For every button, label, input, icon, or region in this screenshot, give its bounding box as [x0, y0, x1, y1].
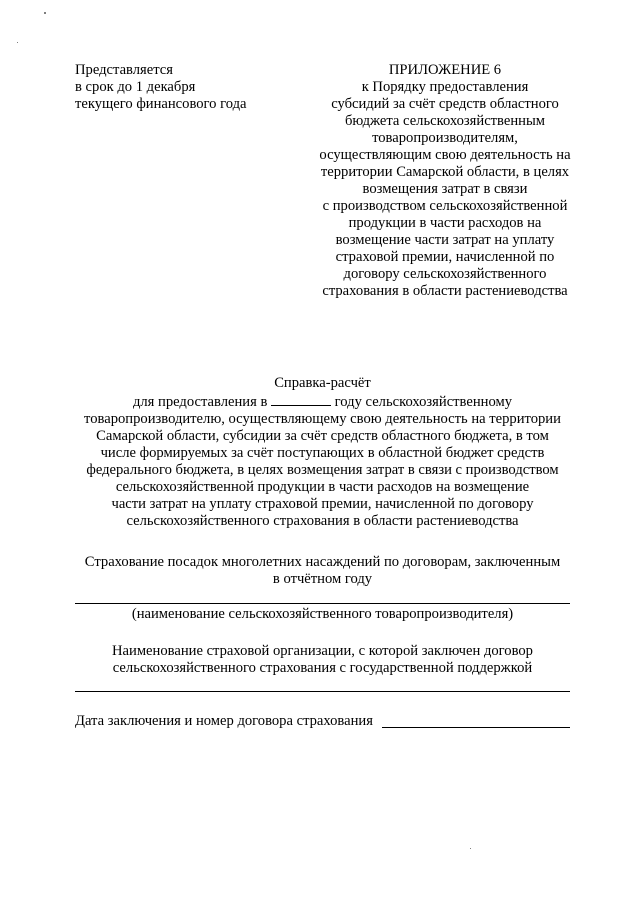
scan-speck [470, 848, 471, 849]
certificate-text: году сельскохозяйственному [334, 394, 513, 410]
appendix-title: ПРИЛОЖЕНИЕ 6 [388, 62, 502, 78]
note-line: Представляется [75, 62, 173, 78]
certificate-line: сельскохозяйственного страхования в области растениеводства [126, 513, 519, 529]
calculation-certificate [65, 375, 580, 530]
producer-name-field[interactable] [75, 603, 570, 604]
producer-name-caption: (наименование сельскохозяйственного товаропроизводителя) [131, 606, 514, 622]
appendix-line: товаропроизводителям, [372, 130, 518, 146]
certificate-line: товаропроизводителю, осуществляющему свою деятельность на территории [84, 411, 561, 427]
scan-speck [44, 12, 46, 14]
certificate-line: части затрат на уплату страховой премии, начисленной по договору [111, 496, 534, 512]
certificate-line: Самарской области, субсидии за счёт средств областного бюджета, в том [96, 428, 549, 444]
contract-label: Дата заключения и номер договора страхования [75, 713, 373, 729]
appendix-line: бюджета сельскохозяйственным [344, 113, 545, 129]
insurance-type-heading [65, 554, 580, 588]
insurance-line: в отчётном году [272, 571, 373, 587]
certificate-text: для предоставления в [132, 394, 268, 410]
appendix-line: субсидий за счёт средств областного [331, 96, 559, 112]
appendix-line: страхования в области растениеводства [322, 283, 568, 299]
certificate-line: федерального бюджета, в целях возмещения затрат в связи с производством [86, 462, 559, 478]
appendix-line: страховой премии, начисленной по [335, 249, 555, 265]
scan-speck [17, 42, 18, 43]
insurer-heading [65, 643, 580, 677]
appendix-line: с производством сельскохозяйственной [322, 198, 568, 214]
certificate-line [65, 392, 580, 411]
appendix-line: территории Самарской области, в целях [320, 164, 570, 180]
appendix-line: осуществляющим свою деятельность на [319, 147, 571, 163]
note-line: в срок до 1 декабря [75, 79, 196, 95]
insurance-line: Страхование посадок многолетних насаждений по договорам, заключенным [84, 554, 561, 570]
certificate-line: числе формируемых за счёт поступающих в областной бюджет средств [100, 445, 545, 461]
note-line: текущего финансового года [75, 96, 247, 112]
certificate-line: сельскохозяйственной продукции в части расходов на возмещение [115, 479, 530, 495]
submission-deadline-note [75, 62, 295, 113]
appendix-line: к Порядку предоставления [361, 79, 529, 95]
year-blank-field[interactable] [271, 392, 331, 406]
contract-date-number-row [75, 713, 575, 730]
appendix-line: возмещение части затрат на уплату [335, 232, 555, 248]
insurer-line: Наименование страховой организации, с которой заключен договор [112, 643, 533, 659]
insurer-line: сельскохозяйственного страхования с государственной поддержкой [112, 660, 533, 676]
appendix-line: возмещения затрат в связи [362, 181, 528, 197]
appendix-line: договору сельскохозяйственного [343, 266, 547, 282]
certificate-title: Справка-расчёт [274, 375, 371, 391]
appendix-line: продукции в части расходов на [348, 215, 542, 231]
appendix-header [300, 62, 590, 300]
insurer-name-field[interactable] [75, 691, 570, 692]
contract-date-number-field[interactable] [382, 727, 570, 728]
